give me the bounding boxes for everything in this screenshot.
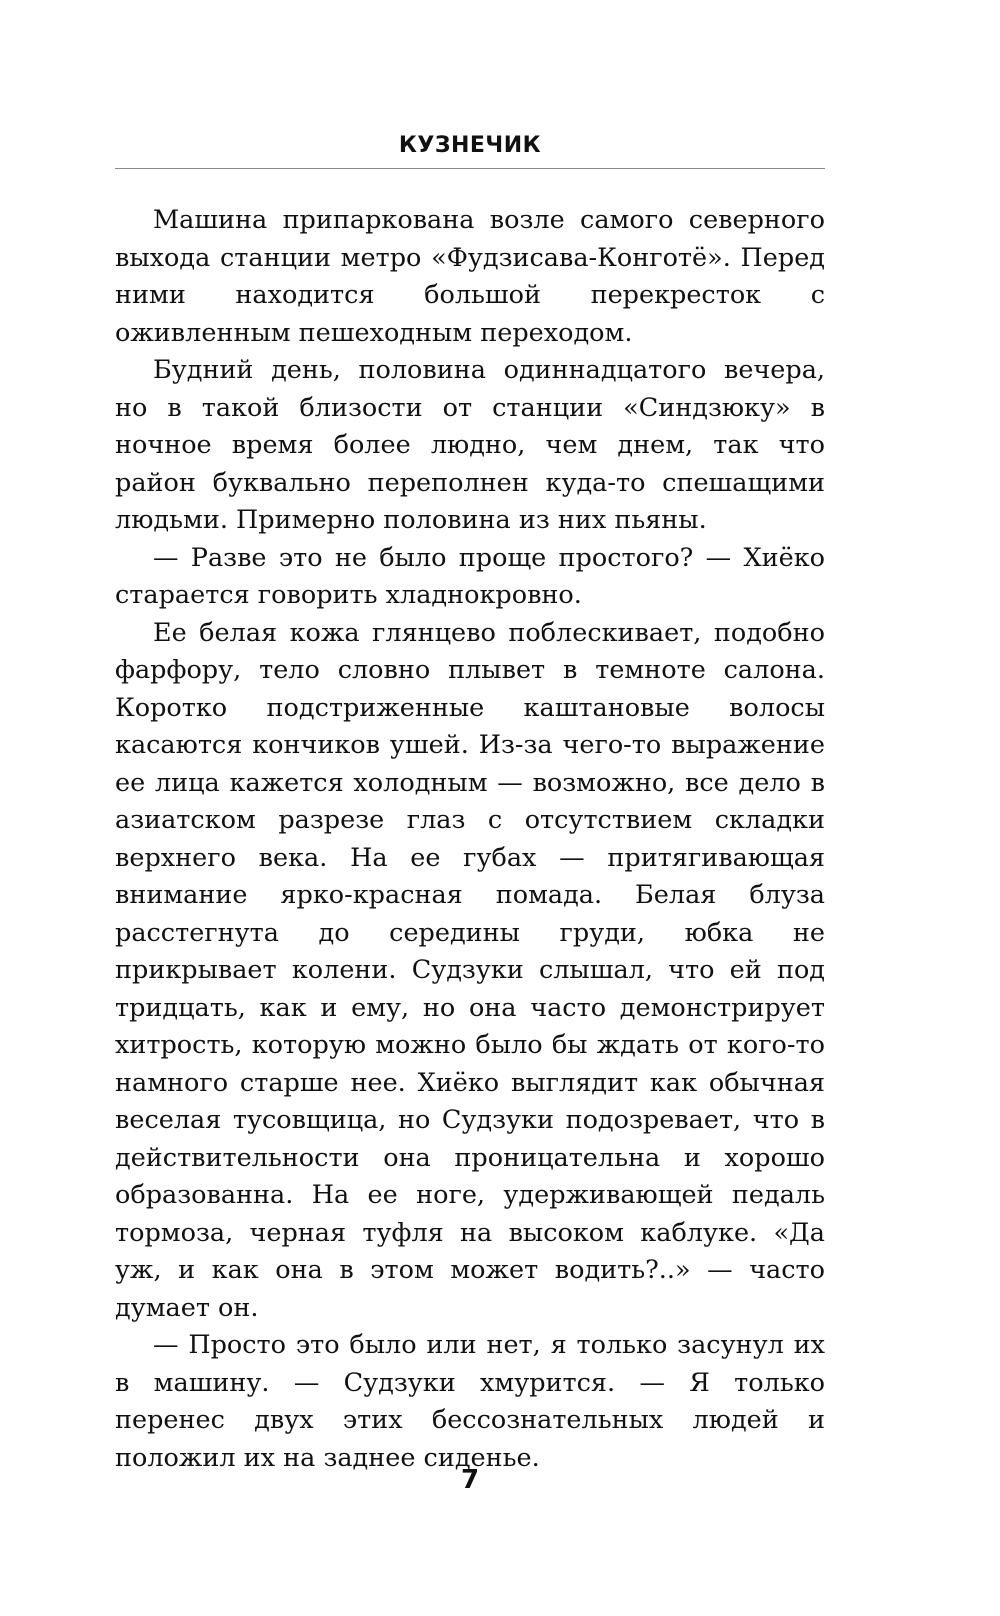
page-number: 7 — [460, 1465, 480, 1495]
header-rule — [115, 168, 825, 169]
paragraph: Ее белая кожа глянцево поблескивает, подобно фарфору, тело словно плывет в темноте салона. Коротко подстриженные каштановые волосы касаются кончиков ушей. Из-за чего-то выражение ее лица кажется холодным — возможно, все дело в азиатском разрезе глаз с отсутствием складки верхнего века. На ее губах — притягивающая внимание ярко-красная помада. Белая блуза расстегнута до середины груди, юбка не прикрывает колени. Судзуки слышал, что ей под тридцать, как и ему, но она часто демонстрирует хитрость, которую можно было бы ждать от кого-то намного старше нее. Хиёко выглядит как обычная веселая тусовщица, но Судзуки подозревает, что в действительности она проницательна и хорошо образованна. На ее ноге, удерживающей педаль тормоза, черная туфля на высоком каблуке. «Да уж, и как она в этом может водить?..» — часто думает он. — [115, 617, 825, 1323]
paragraph: — Просто это было или нет, я только засунул их в машину. — Судзуки хмурится. — Я только перенес двух этих бессознательных людей и положил их на заднее сиденье. — [115, 1330, 825, 1473]
paragraph: Машина припаркована возле самого северного выхода станции метро «Фудзисава-Конготё». Перед ними находится большой перекресток с оживленным пешеходным переходом. — [115, 205, 825, 348]
paragraph: — Разве это не было проще простого? — Хиёко старается говорить хладнокровно. — [115, 542, 825, 610]
running-head: КУЗНЕЧИК — [398, 133, 542, 158]
paragraph: Будний день, половина одиннадцатого вечера, но в такой близости от станции «Синдзюку» в ночное время более людно, чем днем, так что район буквально переполнен куда-то спешащими людьми. Примерно половина из них пьяны. — [115, 355, 825, 535]
body-text — [115, 202, 825, 1477]
